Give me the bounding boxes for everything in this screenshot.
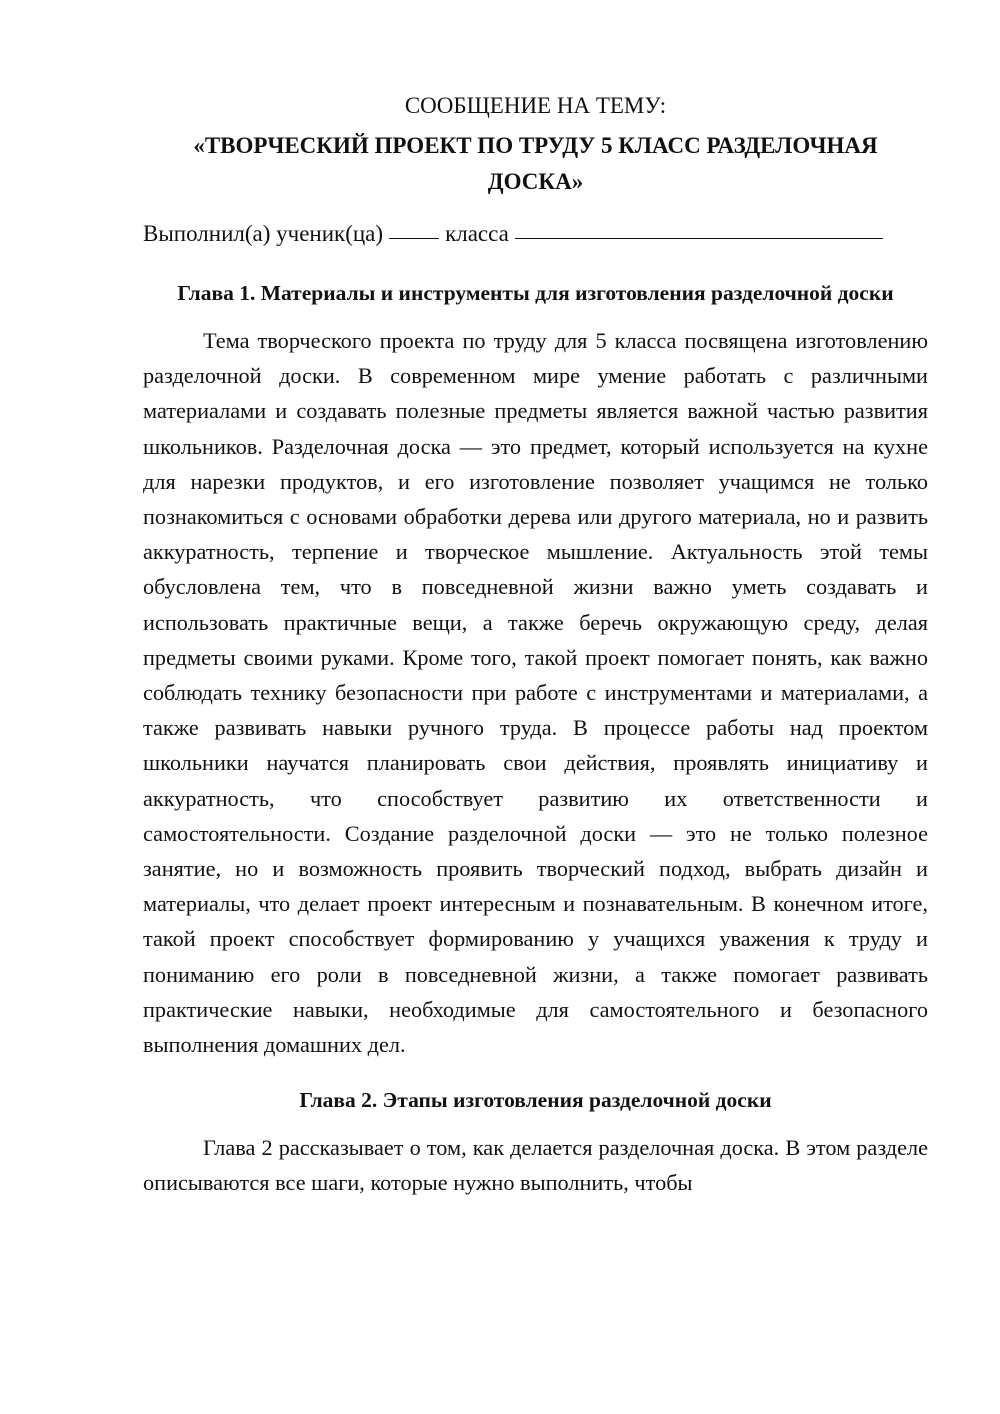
chapter-2-paragraph: Глава 2 рассказывает о том, как делается разделочная доска. В этом разделе описываются все шаги, которые нужно выполнить, чтобы bbox=[143, 1135, 928, 1196]
document-header: СООБЩЕНИЕ НА ТЕМУ: bbox=[404, 93, 667, 118]
student-name-blank bbox=[515, 237, 883, 239]
author-line bbox=[143, 216, 928, 252]
document-title: «ТВОРЧЕСКИЙ ПРОЕКТ ПО ТРУДУ 5 КЛАСС РАЗДЕЛОЧНАЯ ДОСКА» bbox=[193, 133, 878, 194]
performed-by-label: Выполнил(а) ученик(ца) bbox=[143, 221, 384, 246]
document-content bbox=[143, 88, 928, 1201]
chapter-2-heading: Глава 2. Этапы изготовления разделочной доски bbox=[299, 1088, 772, 1113]
chapter-1-heading: Глава 1. Материалы и инструменты для изготовления разделочной доски bbox=[177, 281, 894, 305]
class-number-blank bbox=[389, 237, 439, 239]
class-label: класса bbox=[445, 221, 509, 246]
chapter-1-paragraph: Тема творческого проекта по труду для 5 класса посвящена изготовлению разделочной доски. В современном мире умение работать с различными материалами и создавать полезные предметы является важной частью развития школьников. Разделочная доска — это предмет, который используется на кухне для нарезки продуктов, и его изготовление позволяет учащимся не только познакомиться с основами обработки дерева или другого материала, но и развить аккуратность, терпение и творческое мышление. Актуальность этой темы обусловлена тем, что в повседневной жизни важно уметь создавать и использовать практичные вещи, а также беречь окружающую среду, делая предметы своими руками. Кроме того, такой проект помогает понять, как важно соблюдать технику безопасности при работе с инструментами и материалами, а также развивать навыки ручного труда. В процессе работы над проектом школьники научатся планировать свои действия, проявлять инициативу и аккуратность, что способствует развитию их ответственности и самостоятельности. Создание разделочной доски — это не только полезное занятие, но и возможность проявить творческий подход, выбрать дизайн и материалы, что делает проект интересным и познавательным. В конечном итоге, такой проект способствует формированию у учащихся уважения к труду и пониманию его роли в повседневной жизни, а также помогает развивать практические навыки, необходимые для самостоятельного и безопасного выполнения домашних дел. bbox=[143, 328, 928, 1058]
